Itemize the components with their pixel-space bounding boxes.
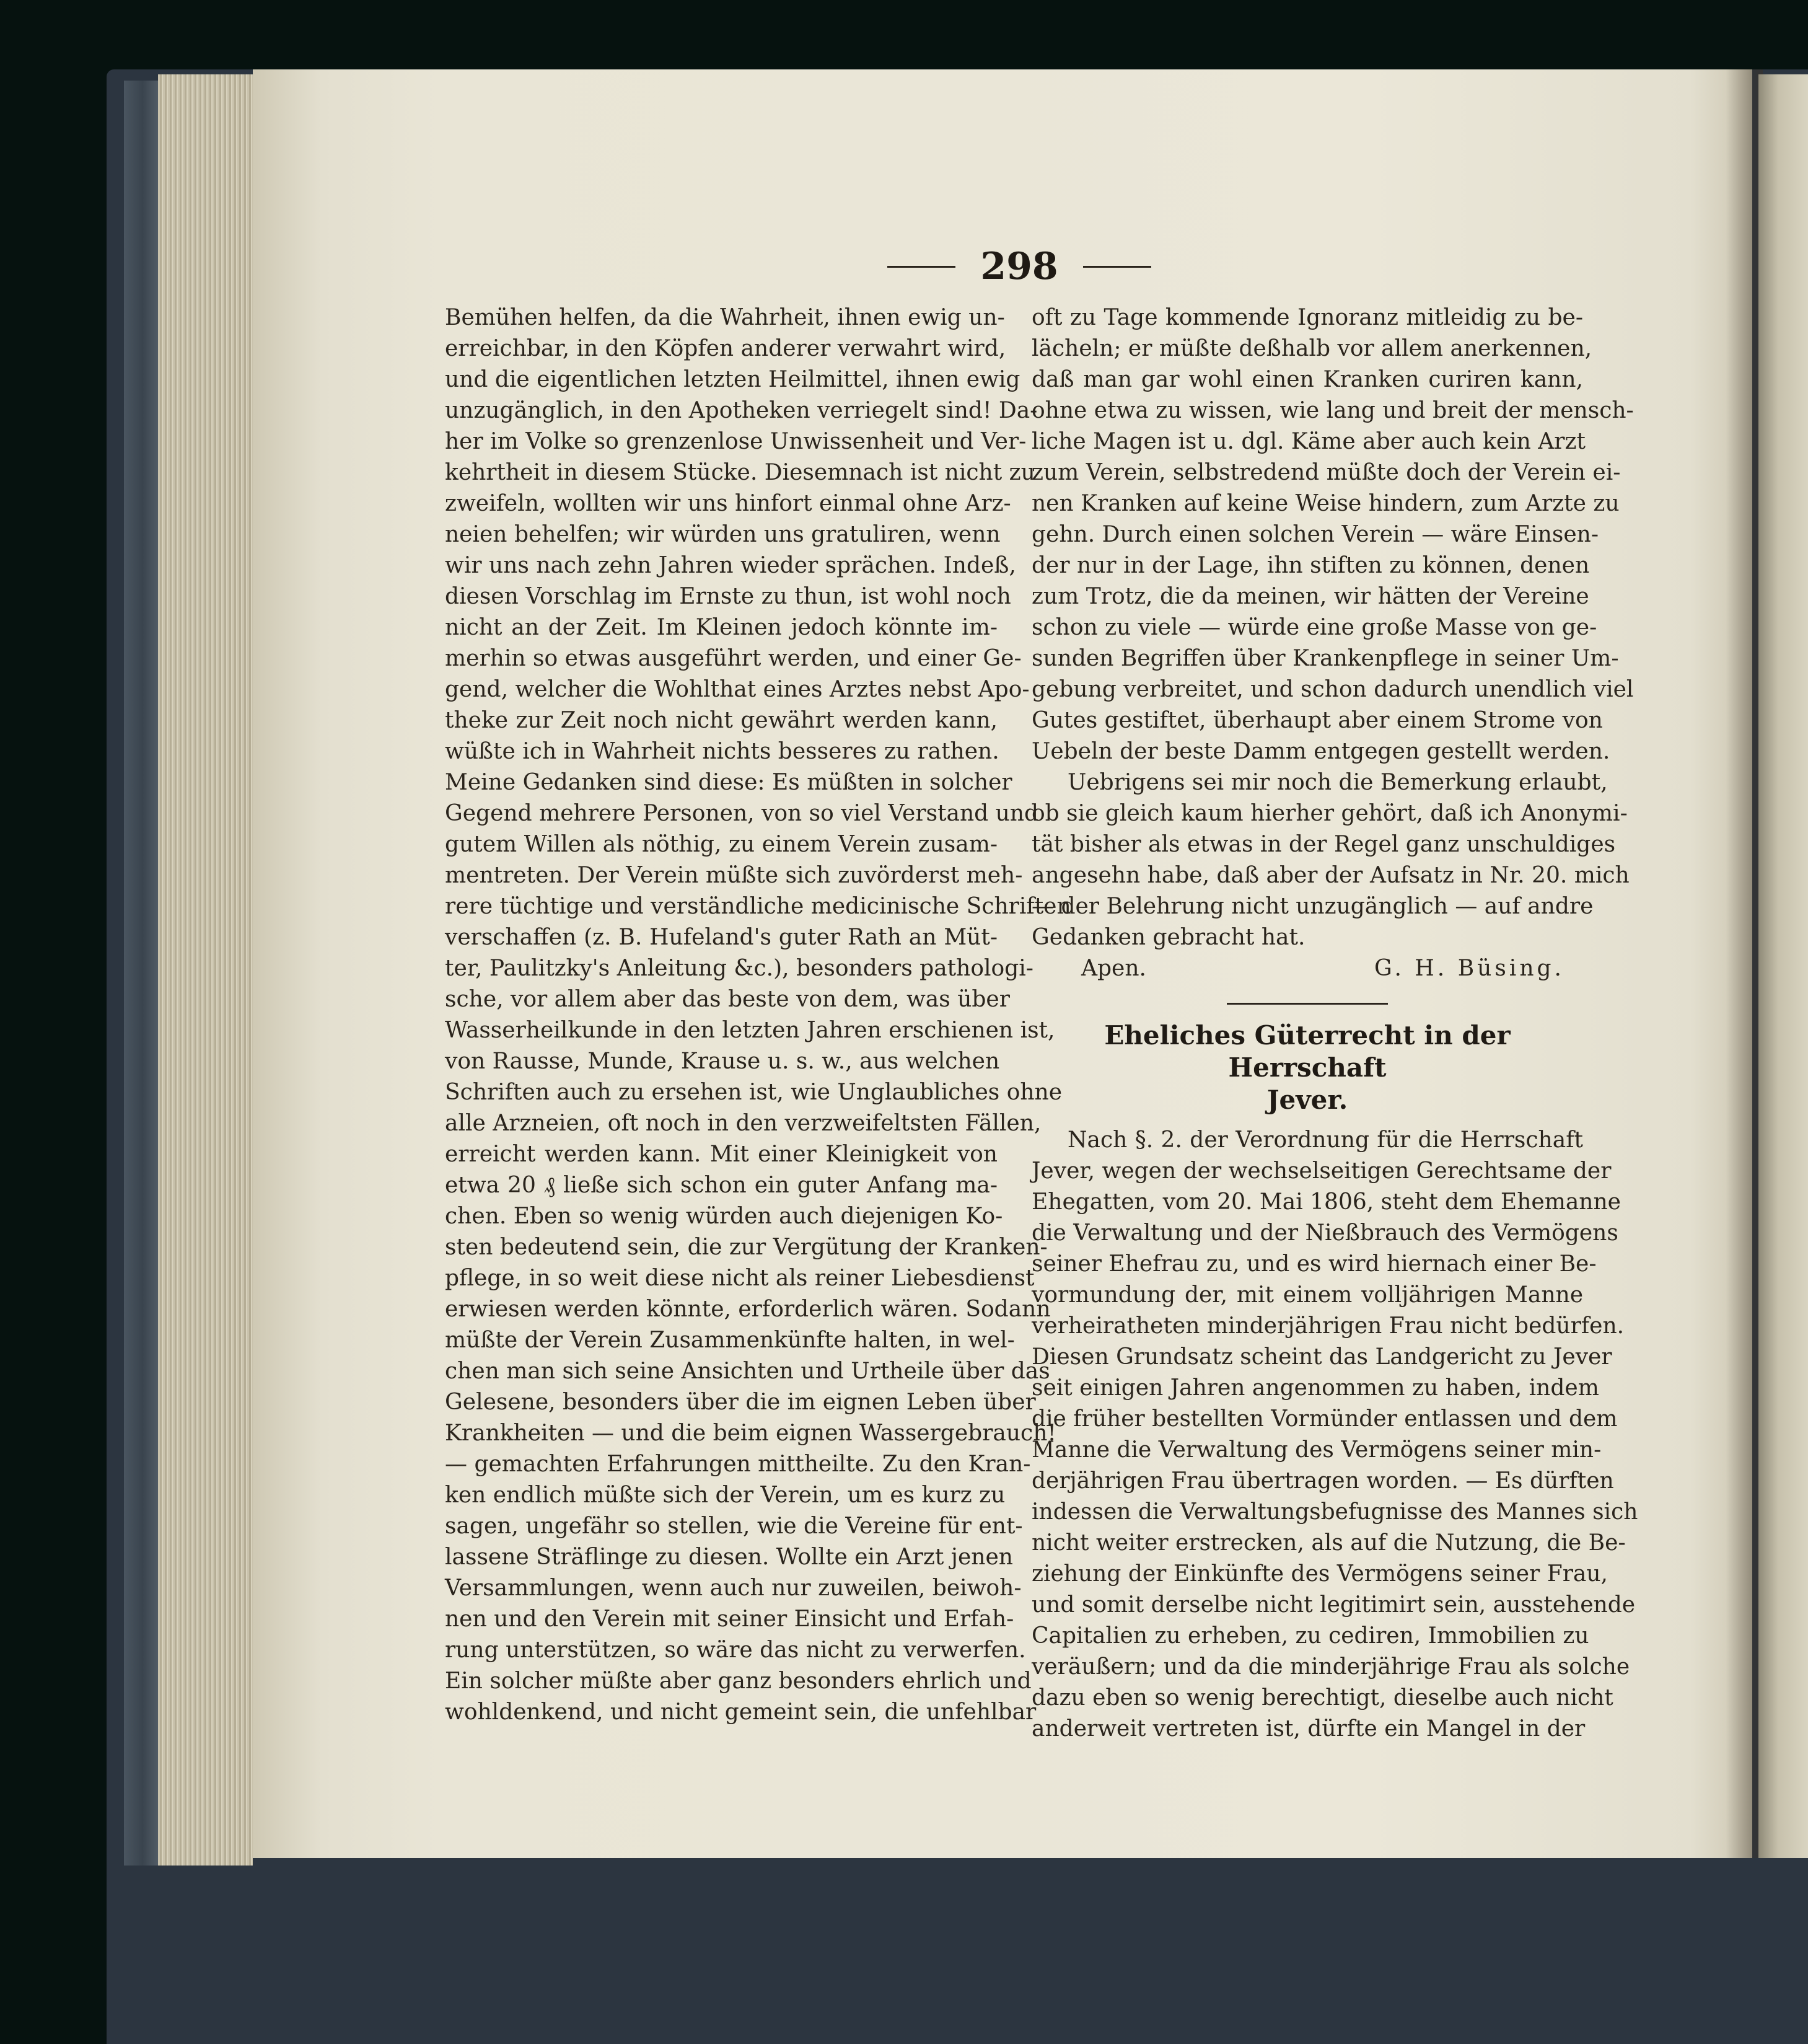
article-title-line-1: Eheliches Güterrecht in der Herrschaft	[1104, 1020, 1511, 1083]
signature-name: G. H. Büsing.	[1374, 956, 1564, 981]
text-line: anderweit vertreten ist, dürfte ein Mangel in der	[1032, 1716, 1586, 1742]
right-column-continuation	[1032, 302, 1634, 767]
text-line: Wasserheilkunde in den letzten Jahren erschienen ist,	[445, 1018, 1055, 1043]
text-line: zum Verein, selbstredend müßte doch der Verein ei-	[1032, 460, 1621, 485]
text-line: alle Arzneien, oft noch in den verzweifeltsten Fällen,	[445, 1111, 1042, 1136]
text-line: gebung verbreitet, und schon dadurch unendlich viel	[1032, 677, 1634, 702]
text-line: ohne etwa zu wissen, wie lang und breit der mensch-	[1032, 398, 1634, 423]
text-line: rung unterstützen, so wäre das nicht zu verwerfen.	[445, 1637, 1026, 1663]
signature	[1032, 953, 1583, 984]
signature-place: Apen.	[1081, 956, 1146, 981]
article-body	[1032, 1125, 1638, 1745]
text-line: und die eigentlichen letzten Heilmittel, ihnen ewig	[445, 367, 1020, 392]
text-line: nicht an der Zeit. Im Kleinen jedoch könnte im-	[445, 615, 998, 640]
text-line: gend, welcher die Wohlthat eines Arztes nebst Apo-	[445, 677, 1030, 702]
page-edges	[158, 74, 257, 1866]
book-spine-edge	[124, 81, 161, 1866]
article-title	[1032, 1020, 1583, 1116]
section-separator	[1227, 1003, 1388, 1005]
text-line: Bemühen helfen, da die Wahrheit, ihnen ewig un-	[445, 305, 1005, 330]
text-line: Diesen Grundsatz scheint das Landgericht zu Jever	[1032, 1344, 1612, 1370]
text-line: sten bedeutend sein, die zur Vergütung der Kranken-	[445, 1235, 1048, 1260]
text-line: verheiratheten minderjährigen Frau nicht bedürfen.	[1032, 1313, 1625, 1339]
text-line: nen und den Verein mit seiner Einsicht und Erfah-	[445, 1606, 1014, 1632]
text-line: Ein solcher müßte aber ganz besonders ehrlich und	[445, 1668, 1032, 1694]
text-line: — der Belehrung nicht unzugänglich — auf andre	[1032, 894, 1594, 919]
text-line: wir uns nach zehn Jahren wieder sprächen. Indeß,	[445, 553, 1016, 578]
text-line: rere tüchtige und verständliche medicinische Schriften	[445, 894, 1071, 919]
text-line: verschaffen (z. B. Hufeland's guter Rath an Müt-	[445, 925, 998, 950]
article-title-line-2: Jever.	[1266, 1085, 1348, 1115]
text-line: veräußern; und da die minderjährige Frau als solche	[1032, 1654, 1630, 1680]
facing-page-edge	[1758, 74, 1808, 1858]
page-gutter-shadow	[1726, 69, 1763, 1858]
header-rule-left	[887, 266, 955, 268]
text-line: nen Kranken auf keine Weise hindern, zum Arzte zu	[1032, 491, 1620, 516]
author-note	[1032, 767, 1630, 953]
text-line: wohldenkend, und nicht gemeint sein, die unfehlbar	[445, 1699, 1037, 1725]
text-line: ter, Paulitzky's Anleitung &c.), besonders pathologi-	[445, 956, 1033, 981]
text-line: ob sie gleich kaum hierher gehört, daß ich Anonymi-	[1032, 801, 1628, 826]
text-line: erreichbar, in den Köpfen anderer verwahrt wird,	[445, 336, 1006, 361]
text-line: angesehn habe, daß aber der Aufsatz in Nr. 20. mich	[1032, 863, 1630, 888]
text-line: seit einigen Jahren angenommen zu haben, indem	[1032, 1375, 1599, 1401]
text-line: her im Volke so grenzenlose Unwissenheit und Ver-	[445, 429, 1027, 454]
text-line: nicht weiter erstrecken, als auf die Nutzung, die Be-	[1032, 1530, 1626, 1556]
text-line: schon zu viele — würde eine große Masse von ge-	[1032, 615, 1597, 640]
text-line: zum Trotz, die da meinen, wir hätten der Vereine	[1032, 584, 1589, 609]
page-number: 298	[980, 245, 1058, 288]
text-line: Uebrigens sei mir noch die Bemerkung erlaubt,	[1068, 770, 1608, 795]
text-line: sche, vor allem aber das beste von dem, was über	[445, 987, 1010, 1012]
text-line: lächeln; er müßte deßhalb vor allem anerkennen,	[1032, 336, 1592, 361]
text-line: Ehegatten, vom 20. Mai 1806, steht dem Ehemanne	[1032, 1189, 1621, 1215]
text-line: müßte der Verein Zusammenkünfte halten, in wel-	[445, 1328, 1015, 1353]
text-line: lassene Sträflinge zu diesen. Wollte ein Arzt jenen	[445, 1544, 1013, 1570]
text-line: dazu eben so wenig berechtigt, dieselbe auch nicht	[1032, 1685, 1613, 1711]
text-line: Jever, wegen der wechselseitigen Gerechtsame der	[1032, 1158, 1612, 1184]
text-line: Gedanken gebracht hat.	[1032, 925, 1306, 950]
text-line: die früher bestellten Vormünder entlassen und dem	[1032, 1406, 1618, 1432]
text-line: der nur in der Lage, ihn stiften zu können, denen	[1032, 553, 1590, 578]
text-line: und somit derselbe nicht legitimirt sein, ausstehende	[1032, 1592, 1636, 1618]
text-line: Gelesene, besonders über die im eignen Leben über	[445, 1390, 1036, 1415]
text-line: unzugänglich, in den Apotheken verriegelt sind! Da-	[445, 398, 1038, 423]
text-line: wüßte ich in Wahrheit nichts besseres zu rathen.	[445, 739, 999, 764]
text-line: tät bisher als etwas in der Regel ganz unschuldiges	[1032, 832, 1616, 857]
right-column	[1032, 302, 1638, 1745]
text-line: pflege, in so weit diese nicht als reiner Liebesdienst	[445, 1266, 1035, 1291]
text-line: theke zur Zeit noch nicht gewährt werden kann,	[445, 708, 998, 733]
text-line: erreicht werden kann. Mit einer Kleinigkeit von	[445, 1142, 998, 1167]
text-line: Uebeln der beste Damm entgegen gestellt werden.	[1032, 739, 1610, 764]
text-line: die Verwaltung und der Nießbrauch des Vermögens	[1032, 1220, 1618, 1246]
text-line: Schriften auch zu ersehen ist, wie Unglaubliches ohne	[445, 1080, 1063, 1105]
text-line: Capitalien zu erheben, zu cediren, Immobilien zu	[1032, 1623, 1589, 1649]
text-line: ziehung der Einkünfte des Vermögens seiner Frau,	[1032, 1561, 1608, 1587]
text-line: sunden Begriffen über Krankenpflege in seiner Um-	[1032, 646, 1619, 671]
text-line: etwa 20 ₰ ließe sich schon ein guter Anfang ma-	[445, 1173, 998, 1198]
text-line: seiner Ehefrau zu, und es wird hiernach einer Be-	[1032, 1251, 1597, 1277]
book-cover-bottom	[253, 1858, 1808, 2044]
text-line: mentreten. Der Verein müßte sich zuvörderst meh-	[445, 863, 1023, 888]
text-line: chen. Eben so wenig würden auch diejenigen Ko-	[445, 1204, 1003, 1229]
text-line: derjährigen Frau übertragen worden. — Es dürften	[1032, 1468, 1614, 1494]
text-line: oft zu Tage kommende Ignoranz mitleidig zu be-	[1032, 305, 1583, 330]
text-line: neien behelfen; wir würden uns gratuliren, wenn	[445, 522, 1001, 547]
text-line: Meine Gedanken sind diese: Es müßten in solcher	[445, 770, 1012, 795]
text-line: diesen Vorschlag im Ernste zu thun, ist wohl noch	[445, 584, 1011, 609]
text-line: Versammlungen, wenn auch nur zuweilen, beiwoh-	[445, 1575, 1022, 1601]
left-column	[445, 302, 1071, 1728]
text-line: vormundung der, mit einem volljährigen Manne	[1032, 1282, 1583, 1308]
text-line: sagen, ungefähr so stellen, wie die Vereine für ent-	[445, 1513, 1023, 1539]
text-line: Gutes gestiftet, überhaupt aber einem Strome von	[1032, 708, 1603, 733]
text-line: von Rausse, Munde, Krause u. s. w., aus welchen	[445, 1049, 1000, 1074]
text-line: chen man sich seine Ansichten und Urtheile über das	[445, 1359, 1050, 1384]
text-line: Nach §. 2. der Verordnung für die Herrschaft	[1068, 1127, 1583, 1153]
text-line: gutem Willen als nöthig, zu einem Verein zusam-	[445, 832, 998, 857]
text-line: liche Magen ist u. dgl. Käme aber auch kein Arzt	[1032, 429, 1586, 454]
text-line: merhin so etwas ausgeführt werden, und einer Ge-	[445, 646, 1022, 671]
text-line: gehn. Durch einen solchen Verein — wäre Einsen-	[1032, 522, 1599, 547]
text-line: ken endlich müßte sich der Verein, um es kurz zu	[445, 1482, 1006, 1508]
page-header	[861, 245, 1177, 288]
text-line: erwiesen werden könnte, erforderlich wären. Sodann	[445, 1297, 1051, 1322]
header-rule-right	[1083, 266, 1151, 268]
text-line: — gemachten Erfahrungen mittheilte. Zu den Kran-	[445, 1452, 1031, 1477]
text-line: kehrtheit in diesem Stücke. Diesemnach ist nicht zu	[445, 460, 1035, 485]
text-line: Krankheiten — und die beim eignen Wassergebrauch!	[445, 1421, 1056, 1446]
text-line: daß man gar wohl einen Kranken curiren kann,	[1032, 367, 1583, 392]
text-line: Manne die Verwaltung des Vermögens seiner min-	[1032, 1437, 1602, 1463]
text-line: Gegend mehrere Personen, von so viel Verstand und	[445, 801, 1039, 826]
text-line: indessen die Verwaltungsbefugnisse des Mannes sich	[1032, 1499, 1638, 1525]
text-line: zweifeln, wollten wir uns hinfort einmal ohne Arz-	[445, 491, 1011, 516]
